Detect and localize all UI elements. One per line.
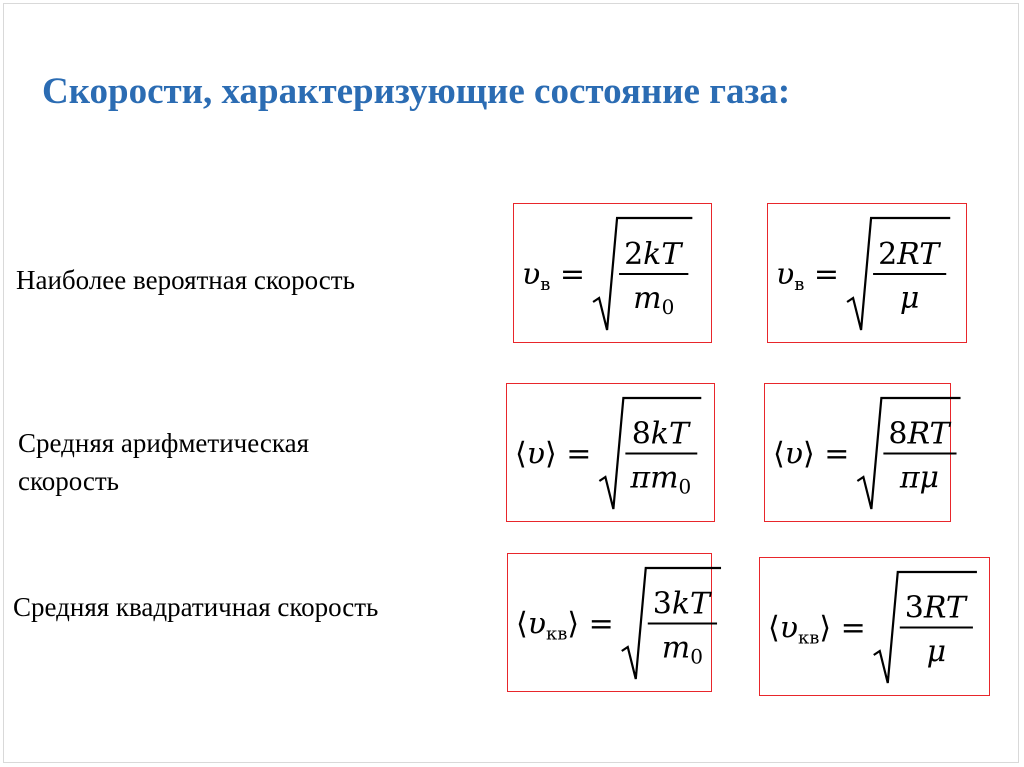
label-line: Средняя квадратичная скорость [13,592,379,622]
formula-lhs: ⟨υ⟩ = [515,436,592,472]
label-most-probable [16,261,355,299]
formula-box-mean-square-kt [507,553,712,692]
formula-lhs: $⟨\upsilon_{кв}⟩$ = [516,606,614,645]
formula [768,204,968,344]
formula [760,558,991,697]
formula-box-mean-square-rt [759,557,990,696]
numerator: 8RT [888,416,950,452]
label-mean-arithmetic [18,424,309,500]
denominator: $m_0$ [633,281,675,319]
formula-lhs: $\upsilon_в$ = [776,257,840,295]
slide-title: Скорости, характеризующие состояние газа: [42,71,791,112]
formula-box-most-probable-rt [767,203,967,343]
slide [3,3,1019,763]
numerator: 8kT [631,416,689,452]
numerator: 2RT [878,237,940,272]
formula-lhs: $\upsilon_в$ = [522,257,586,295]
numerator: 3kT [652,586,711,622]
denominator: πμ [899,460,940,496]
formula [765,384,952,523]
formula-lhs: $⟨\upsilon_{кв}⟩$ = [768,610,866,649]
denominator: μ [899,281,920,316]
denominator: $\pi m_0$ [630,460,692,499]
label-mean-square [13,588,378,626]
numerator: 2kT [624,237,682,272]
denominator: μ [926,634,947,670]
label-line: Наиболее вероятная скорость [16,265,355,295]
label-line: Средняя арифметическая [18,428,309,458]
denominator: $m_0$ [661,630,703,669]
formula-box-mean-arithmetic-rt [764,383,951,522]
formula [514,204,713,344]
formula-lhs: ⟨υ⟩ = [773,436,850,472]
formula [508,554,713,693]
formula [507,384,716,523]
numerator: 3RT [904,590,966,626]
label-line: скорость [18,466,119,496]
formula-box-most-probable-kt [513,203,712,343]
formula-box-mean-arithmetic-kt [506,383,715,522]
